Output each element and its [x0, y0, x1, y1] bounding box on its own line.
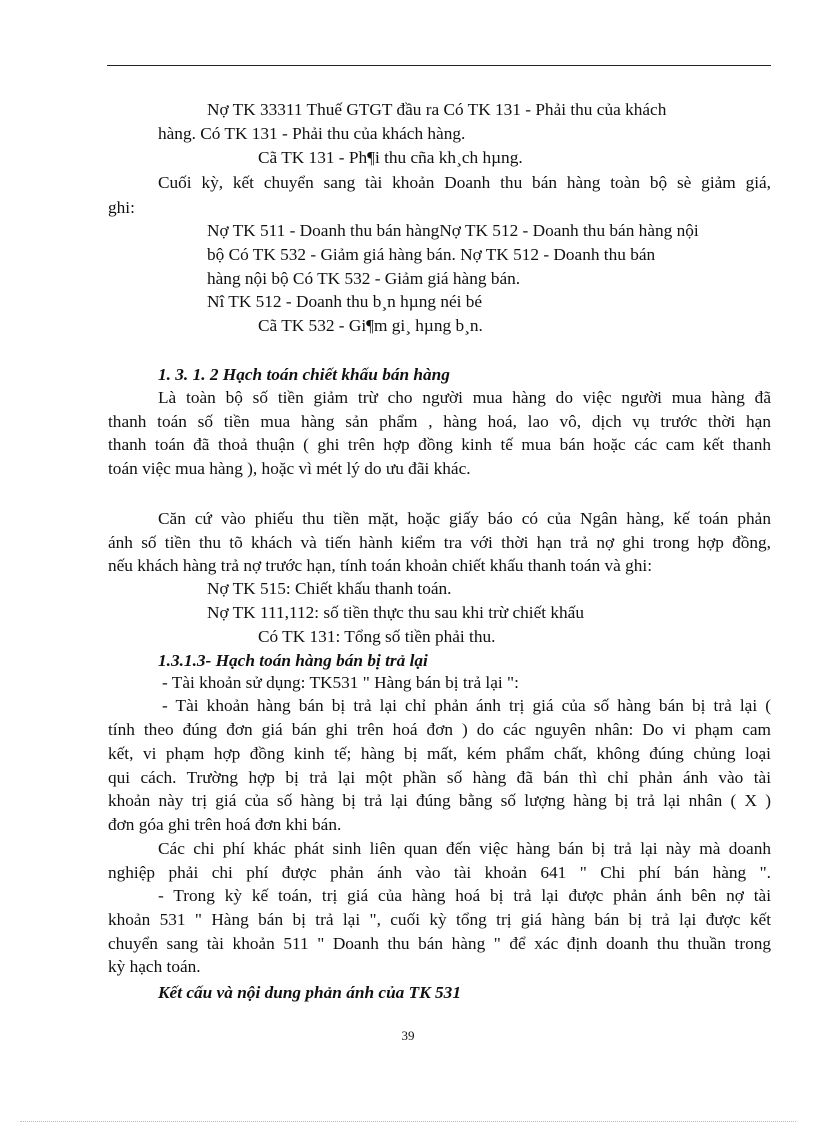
- text-line: toán việc mua hàng ), hoặc vì mét lý do ưu đãi khác.: [108, 459, 471, 478]
- text-line: - Tài khoản hàng bán bị trả lại chỉ phản ánh trị giá của số hàng bán bị trả lại (: [162, 696, 771, 715]
- text-line: ghi:: [108, 198, 135, 217]
- text-line: nghiệp phải chi phí được phản ánh vào tài khoản 641 " Chi phí bán hàng ".: [108, 863, 771, 882]
- text-line: Có TK 131: Tổng số tiền phải thu.: [258, 627, 496, 646]
- text-line: thanh toán số tiền mua hàng sản phẩm , hàng hoá, lao vô, dịch vụ trước thời hạn: [108, 412, 771, 431]
- text-line: chuyển sang tài khoản 511 " Doanh thu bán hàng " để xác định doanh thu thuần trong: [108, 934, 771, 953]
- text-line: Nợ TK 33311 Thuế GTGT đầu ra Có TK 131 - Phải thu của khách: [207, 100, 667, 119]
- header-rule: [107, 65, 771, 66]
- text-line: bộ Có TK 532 - Giảm giá hàng bán. Nợ TK 512 - Doanh thu bán: [207, 245, 656, 264]
- text-line: qui cách. Trường hợp bị trả lại một phần số hàng đã bán thì chỉ phản ánh vào tài: [108, 768, 771, 787]
- text-line: Các chi phí khác phát sinh liên quan đến việc hàng bán bị trả lại này mà doanh: [158, 839, 771, 858]
- text-line: Cã TK 532 - Gi¶m gi¸ hµng b¸n.: [258, 316, 483, 335]
- text-line: khoản 531 " Hàng bán bị trả lại ", cuối kỳ tổng trị giá hàng bán bị trả lại được kết: [108, 910, 771, 929]
- text-line: - Tài khoản sử dụng: TK531 " Hàng bán bị trả lại ":: [162, 673, 519, 692]
- text-line: tính theo đúng đơn giá bán ghi trên hoá đơn ) do các nguyên nhân: Do vi phạm cam: [108, 720, 771, 739]
- text-line: hàng. Có TK 131 - Phải thu của khách hàng.: [158, 124, 466, 143]
- text-line: đơn góa ghi trên hoá đơn khi bán.: [108, 815, 342, 834]
- text-line: Là toàn bộ số tiền giảm trừ cho người mua hàng do việc người mua hàng đã: [158, 388, 771, 407]
- section-heading: 1.3.1.3- Hạch toán hàng bán bị trả lại: [158, 651, 428, 670]
- text-line: Nợ TK 511 - Doanh thu bán hàngNợ TK 512 - Doanh thu bán hàng nội: [207, 221, 699, 240]
- text-line: hàng nội bộ Có TK 532 - Giảm giá hàng bán.: [207, 269, 521, 288]
- text-line: ánh số tiền thu tõ khách và tiến hành kiểm tra với thời hạn trả nợ ghi trong hợp đồng,: [108, 533, 771, 552]
- text-line: Căn cứ vào phiếu thu tiền mặt, hoặc giấy báo có của Ngân hàng, kế toán phản: [158, 509, 771, 528]
- text-line: Cuối kỳ, kết chuyển sang tài khoản Doanh thu bán hàng toàn bộ sè giảm giá,: [158, 173, 771, 192]
- section-heading: Kết cấu và nội dung phản ánh của TK 531: [158, 983, 461, 1002]
- text-line: Nợ TK 515: Chiết khấu thanh toán.: [207, 579, 452, 598]
- text-line: - Trong kỳ kế toán, trị giá của hàng hoá bị trả lại được phản ánh bên nợ tài: [158, 886, 771, 905]
- page-edge: [20, 1121, 796, 1122]
- text-line: kỳ hạch toán.: [108, 957, 201, 976]
- text-line: Nî TK 512 - Doanh thu b¸n hµng néi bé: [207, 292, 483, 311]
- text-line: Cã TK 131 - Ph¶i thu cña kh¸ch hµng.: [258, 148, 523, 167]
- text-line: thanh toán đã thoả thuận ( ghi trên hợp đồng kinh tế mua bán hoặc các cam kết thanh: [108, 435, 771, 454]
- page-number: 39: [401, 1028, 415, 1043]
- text-line: kết, vi phạm hợp đồng kinh tế; hàng bị mất, kém phẩm chất, không đúng chủng loại: [108, 744, 771, 763]
- text-line: khoản này trị giá của số hàng bị trả lại đúng bằng số lượng hàng bị trả lại nhân ( X ): [108, 791, 771, 810]
- text-line: Nợ TK 111,112: số tiền thực thu sau khi trừ chiết khấu: [207, 603, 584, 622]
- text-line: nếu khách hàng trả nợ trước hạn, tính toán khoản chiết khấu thanh toán và ghi:: [108, 556, 653, 575]
- section-heading: 1. 3. 1. 2 Hạch toán chiết khấu bán hàng: [158, 365, 450, 384]
